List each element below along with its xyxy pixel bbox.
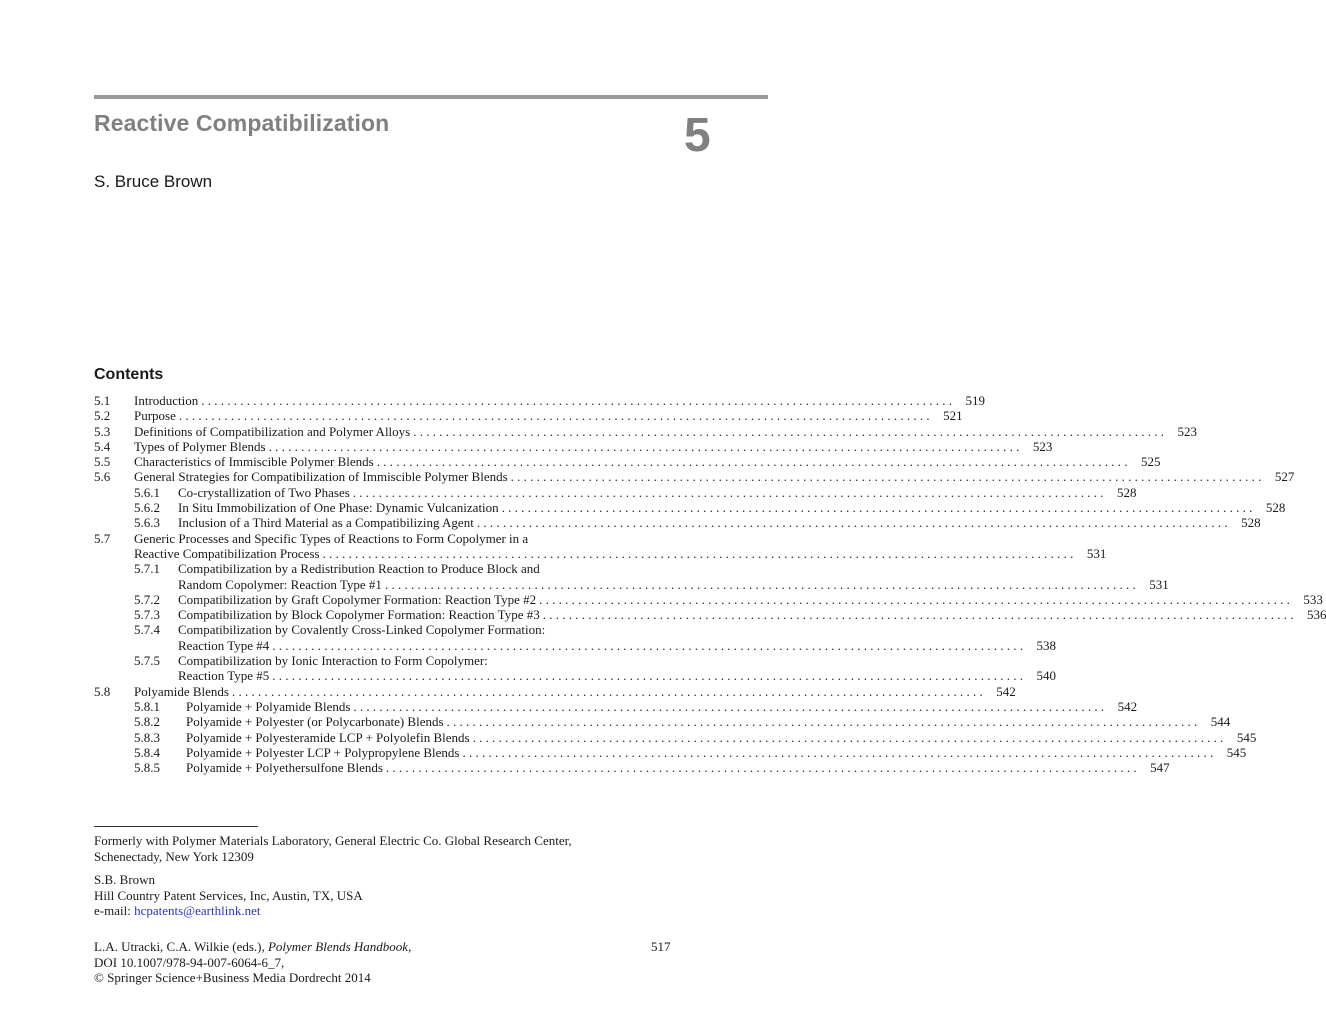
chapter-author: S. Bruce Brown — [94, 172, 213, 191]
toc-leader-dots — [473, 730, 1224, 745]
toc-entry-number: 5.8.3 — [134, 729, 160, 745]
toc-entry-page: 542 — [996, 683, 1016, 699]
toc-entry[interactable] — [94, 484, 1137, 500]
toc-entry-number: 5.8.4 — [134, 744, 160, 760]
toc-leader-dots — [272, 668, 1023, 683]
toc-entry-page: 519 — [965, 393, 986, 408]
footnote-rule — [94, 826, 258, 827]
toc-entry-page: 542 — [1117, 698, 1138, 714]
toc-leader-dots — [201, 393, 952, 408]
toc-entry-page: 531 — [1086, 545, 1107, 561]
toc-entry-title: Inclusion of a Third Material as a Compatibilizing Agent — [178, 515, 474, 531]
toc-entry-number: 5.7 — [94, 530, 111, 546]
toc-entry-number: 5.7.5 — [134, 653, 160, 669]
toc-leader-dots — [179, 408, 930, 423]
toc-entry-number: 5.6.1 — [134, 484, 160, 500]
toc-entry-title: Polyamide + Polyethersulfone Blends — [186, 760, 383, 776]
toc-entry[interactable] — [94, 545, 1107, 561]
toc-entry-page: 525 — [1140, 454, 1161, 470]
toc-entry[interactable] — [94, 423, 1197, 439]
toc-entry-title: Polyamide + Polyester LCP + Polypropylene Blends — [186, 744, 460, 760]
toc-entry-number: 5.4 — [94, 438, 111, 454]
affiliation-name: S.B. Brown — [94, 872, 156, 887]
toc-entry[interactable] — [94, 622, 677, 637]
author-affiliation — [94, 872, 694, 919]
toc-entry[interactable] — [94, 469, 1295, 485]
toc-entry[interactable] — [94, 393, 986, 408]
toc-entry-number: 5.1 — [94, 393, 111, 408]
toc-entry-number: 5.6 — [94, 469, 111, 485]
citation-line-1 — [94, 939, 684, 955]
toc-entry-number: 5.6.2 — [134, 500, 160, 516]
citation-book-title: Polymer Blends Handbook — [267, 939, 409, 954]
toc-entry[interactable] — [94, 500, 1286, 516]
toc-entry[interactable] — [94, 591, 1323, 607]
toc-entry-number: 5.5 — [94, 454, 111, 470]
toc-entry[interactable] — [94, 729, 1257, 745]
toc-entry[interactable] — [94, 531, 677, 546]
toc-entry-page: 531 — [1149, 576, 1169, 592]
toc-entry-number: 5.2 — [94, 408, 111, 424]
toc-leader-dots — [543, 607, 1294, 622]
chapter-number: 5 — [684, 109, 711, 162]
toc-leader-dots — [272, 638, 1023, 653]
toc-entry-title: Compatibilization by Ionic Interaction to Form Copolymer: — [178, 653, 488, 669]
toc-entry-title: Random Copolymer: Reaction Type #1 — [178, 576, 382, 592]
toc-entry[interactable] — [94, 515, 1261, 531]
toc-entry-page: 521 — [943, 408, 963, 424]
toc-entry-title: Reaction Type #4 — [178, 637, 270, 653]
toc-leader-dots — [462, 745, 1213, 760]
toc-leader-dots — [323, 546, 1074, 561]
toc-entry-number: 5.8.2 — [134, 714, 160, 730]
toc-entry[interactable] — [94, 714, 1231, 730]
toc-entry-page: 536 — [1306, 607, 1326, 623]
toc-entry-title: Compatibilization by Block Copolymer Formation: Reaction Type #3 — [178, 607, 540, 623]
toc-entry[interactable] — [94, 637, 1057, 653]
toc-entry[interactable] — [94, 454, 1161, 470]
toc-entry-number: 5.7.4 — [134, 622, 160, 638]
toc-entry-page: 528 — [1241, 515, 1261, 531]
toc-entry-page: 538 — [1036, 637, 1057, 653]
footnote-line-2: Schenectady, New York 12309 — [94, 848, 254, 864]
toc-entry-title: In Situ Immobilization of One Phase: Dynamic Vulcanization — [178, 500, 499, 516]
toc-entry-number: 5.7.1 — [134, 561, 160, 577]
citation-editors: L.A. Utracki, C.A. Wilkie (eds.), — [94, 939, 268, 954]
toc-entry[interactable] — [94, 760, 1170, 776]
toc-leader-dots — [353, 485, 1104, 500]
toc-leader-dots — [539, 592, 1290, 607]
footnote-line-1: Formerly with Polymer Materials Laboratory, General Electric Co. Global Research Center, — [94, 833, 572, 848]
toc-entry-title: Polyamide + Polyamide Blends — [186, 698, 351, 714]
toc-entry-title: Polyamide + Polyesteramide LCP + Polyolefin Blends — [186, 729, 470, 745]
toc-entry-title: Definitions of Compatibilization and Polymer Alloys — [134, 423, 411, 439]
toc-entry-page: 545 — [1226, 744, 1247, 760]
toc-leader-dots — [413, 424, 1164, 439]
table-of-contents — [94, 393, 1326, 776]
toc-entry-title: Types of Polymer Blends — [134, 438, 266, 454]
toc-entry-title: Compatibilization by Covalently Cross-Linked Copolymer Formation: — [178, 622, 546, 638]
toc-entry-number: 5.3 — [94, 423, 111, 439]
toc-entry-title: Introduction — [134, 393, 199, 408]
citation-comma: , — [408, 939, 412, 954]
toc-leader-dots — [269, 439, 1020, 454]
toc-entry[interactable] — [94, 668, 1057, 684]
toc-entry[interactable] — [94, 683, 1016, 699]
toc-entry-page: 547 — [1150, 760, 1170, 776]
toc-entry-title: Reaction Type #5 — [178, 668, 270, 684]
toc-entry[interactable] — [94, 576, 1169, 592]
chapter-title: Reactive Compatibilization — [94, 110, 390, 136]
citation-copyright: © Springer Science+Business Media Dordrecht 2014 — [94, 970, 371, 985]
toc-entry-title: General Strategies for Compatibilization of Immiscible Polymer Blends — [134, 469, 508, 485]
toc-leader-dots — [502, 500, 1253, 515]
toc-entry-title: Compatibilization by a Redistribution Reaction to Produce Block and — [178, 561, 540, 577]
page-number: 517 — [651, 939, 671, 954]
toc-entry-title: Polyamide + Polyester (or Polycarbonate) Blends — [186, 714, 444, 730]
toc-entry-page: 540 — [1036, 668, 1057, 684]
toc-entry-title: Purpose — [134, 408, 176, 424]
toc-entry-number: 5.8.1 — [134, 698, 160, 714]
toc-entry-number: 5.6.3 — [134, 515, 160, 531]
header-rule — [94, 95, 768, 99]
contents-heading: Contents — [94, 366, 164, 383]
toc-entry[interactable] — [94, 607, 1326, 623]
toc-leader-dots — [447, 714, 1198, 729]
toc-entry-number: 5.7.2 — [134, 591, 160, 607]
toc-entry-page: 528 — [1117, 484, 1137, 500]
toc-entry-page: 545 — [1236, 729, 1257, 745]
toc-entry[interactable] — [94, 653, 677, 668]
footnote — [94, 833, 694, 864]
toc-entry-page: 544 — [1210, 714, 1231, 730]
toc-entry[interactable] — [94, 698, 1138, 714]
toc-leader-dots — [386, 760, 1137, 775]
toc-entry-title: Compatibilization by Graft Copolymer Formation: Reaction Type #2 — [178, 591, 537, 607]
toc-leader-dots — [511, 469, 1262, 484]
toc-entry[interactable] — [94, 744, 1247, 760]
toc-entry[interactable] — [94, 438, 1053, 454]
toc-leader-dots — [477, 515, 1228, 530]
affiliation-org: Hill Country Patent Services, Inc, Austin, TX, USA — [94, 887, 363, 903]
toc-entry-title: Reactive Compatibilization Process — [134, 545, 320, 561]
citation-block — [94, 939, 684, 986]
toc-entry[interactable] — [94, 561, 677, 576]
toc-leader-dots — [385, 577, 1136, 592]
toc-entry-page: 523 — [1177, 423, 1197, 439]
toc-entry-page: 528 — [1265, 500, 1286, 516]
toc-entry-title: Generic Processes and Specific Types of Reactions to Form Copolymer in a — [134, 530, 529, 546]
toc-leader-dots — [232, 684, 983, 699]
affiliation-email-line — [94, 903, 694, 919]
email-label: e-mail: — [94, 903, 135, 918]
toc-entry-number: 5.8 — [94, 683, 111, 699]
citation-doi: DOI 10.1007/978-94-007-6064-6_7, — [94, 954, 285, 970]
toc-entry-page: 533 — [1303, 591, 1323, 607]
toc-entry-number: 5.7.3 — [134, 607, 160, 623]
toc-entry-title: Polyamide Blends — [134, 683, 229, 699]
toc-leader-dots — [377, 454, 1128, 469]
toc-entry-page: 527 — [1274, 469, 1295, 485]
email-link[interactable]: hcpatents@earthlink.net — [134, 903, 261, 918]
toc-entry[interactable] — [94, 408, 963, 424]
toc-entry-title: Co-crystallization of Two Phases — [178, 484, 350, 500]
toc-entry-number: 5.8.5 — [134, 760, 160, 776]
toc-entry-page: 523 — [1032, 438, 1053, 454]
toc-entry-title: Characteristics of Immiscible Polymer Blends — [134, 454, 374, 470]
toc-leader-dots — [353, 699, 1104, 714]
